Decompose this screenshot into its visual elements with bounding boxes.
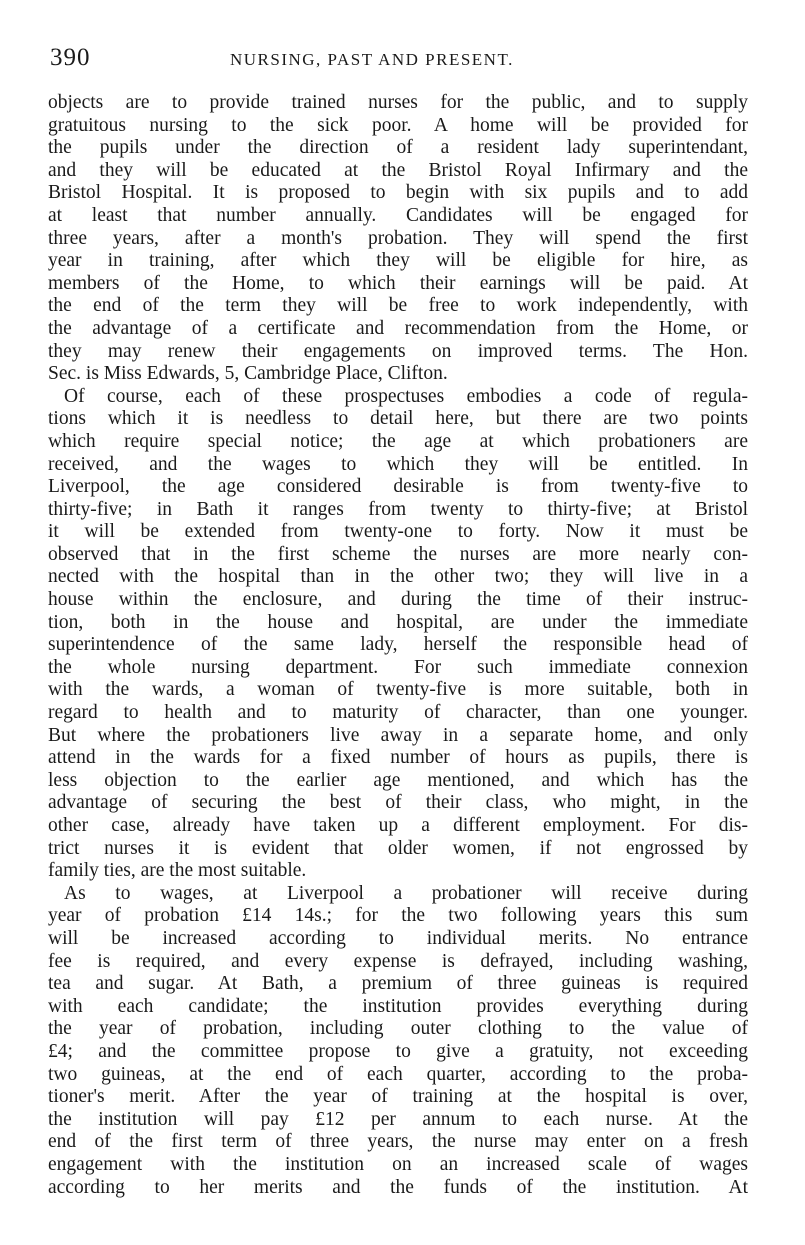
text-line: three years, after a month's probation. They will spend the first (48, 227, 748, 249)
text-line: Liverpool, the age considered desirable is from twenty-five to (48, 476, 748, 498)
text-line: received, and the wages to which they will be entitled. In (48, 453, 748, 475)
text-line: family ties, are the most suitable. (48, 860, 307, 882)
text-line: £4; and the committee propose to give a gratuity, not exceeding (48, 1040, 748, 1062)
text-line: tion, both in the house and hospital, are under the immediate (48, 611, 748, 633)
text-line: advantage of securing the best of their class, who might, in the (48, 792, 748, 814)
text-line: the whole nursing department. For such immediate connexion (48, 656, 748, 678)
text-line: and they will be educated at the Bristol Royal Infirmary and the (48, 159, 748, 181)
text-line: they may renew their engagements on improved terms. The Hon. (48, 340, 748, 362)
text-line: objects are to provide trained nurses for the public, and to supply (48, 92, 748, 113)
text-line: which require special notice; the age at which probationers are (48, 430, 748, 452)
text-line: members of the Home, to which their earnings will be paid. At (48, 272, 748, 294)
text-line: trict nurses it is evident that older women, if not engrossed by (48, 837, 748, 859)
text-line: thirty-five; in Bath it ranges from twenty to thirty-five; at Bristol (48, 498, 748, 520)
text-line: regard to health and to maturity of character, than one younger. (48, 702, 748, 724)
text-line: tea and sugar. At Bath, a premium of three guineas is required (48, 973, 748, 995)
text-line: it will be extended from twenty-one to forty. Now it must be (48, 521, 748, 543)
text-line: with the wards, a woman of twenty-five is more suitable, both in (48, 679, 748, 701)
text-line: observed that in the first scheme the nurses are more nearly con- (48, 543, 748, 565)
paragraph (48, 883, 748, 1199)
text-line: Bristol Hospital. It is proposed to begin with six pupils and to add (48, 182, 748, 204)
text-line: tioner's merit. After the year of training at the hospital is over, (48, 1086, 748, 1108)
text-line: the pupils under the direction of a resident lady superintendant, (48, 137, 748, 159)
text-line: year of probation £14 14s.; for the two following years this sum (48, 905, 748, 927)
page-number: 390 (50, 44, 91, 71)
text-line: nected with the hospital than in the other two; they will live in a (48, 566, 748, 588)
text-line: superintendence of the same lady, herself the responsible head of (48, 634, 748, 656)
text-line: engagement with the institution on an increased scale of wages (48, 1153, 748, 1175)
text-line: at least that number annually. Candidates will be engaged for (48, 204, 748, 226)
text-line: the year of probation, including outer clothing to the value of (48, 1018, 748, 1040)
page-header (50, 44, 750, 76)
text-line: less objection to the earlier age mentioned, and which has the (48, 769, 748, 791)
paragraph (48, 386, 748, 883)
body-text (48, 92, 748, 1199)
paragraph (48, 92, 748, 386)
text-line: As to wages, at Liverpool a probationer will receive during (64, 882, 748, 904)
text-line: fee is required, and every expense is defrayed, including washing, (48, 950, 748, 972)
text-line: tions which it is needless to detail here, but there are two points (48, 408, 748, 430)
text-line: will be increased according to individual merits. No entrance (48, 927, 748, 949)
text-line: year in training, after which they will be eligible for hire, as (48, 250, 748, 272)
text-line: Sec. is Miss Edwards, 5, Cambridge Place, Clifton. (48, 363, 448, 385)
text-line: end of the first term of three years, the nurse may enter on a fresh (48, 1131, 748, 1153)
text-line: the institution will pay £12 per annum to each nurse. At the (48, 1108, 748, 1130)
text-line: house within the enclosure, and during the time of their instruc- (48, 589, 748, 611)
running-title: NURSING, PAST AND PRESENT. (230, 50, 514, 69)
text-line: the advantage of a certificate and recommendation from the Home, or (48, 317, 748, 339)
text-line: gratuitous nursing to the sick poor. A home will be provided for (48, 114, 748, 136)
text-line: two guineas, at the end of each quarter, according to the proba- (48, 1063, 748, 1085)
text-line: other case, already have taken up a different employment. For dis- (48, 815, 748, 836)
text-line: Of course, each of these prospectuses embodies a code of regula- (64, 385, 748, 407)
text-line: according to her merits and the funds of the institution. At (48, 1176, 748, 1198)
text-line: the end of the term they will be free to work independently, with (48, 295, 748, 317)
text-line: But where the probationers live away in a separate home, and only (48, 724, 748, 746)
text-line: with each candidate; the institution provides everything during (48, 995, 748, 1017)
text-line: attend in the wards for a fixed number of hours as pupils, there is (48, 747, 748, 769)
